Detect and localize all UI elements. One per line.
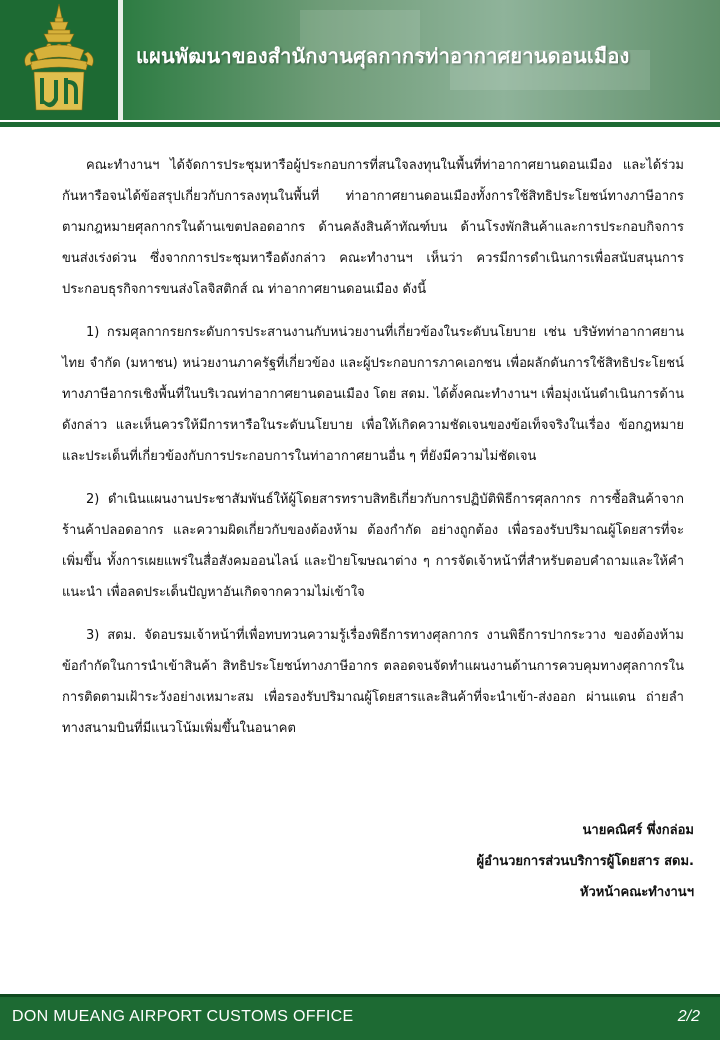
page-header (0, 0, 720, 120)
header-rule (0, 122, 720, 127)
paragraph-intro: คณะทำงานฯ ได้จัดการประชุมหารือผู้ประกอบการที่สนใจลงทุนในพื้นที่ท่าอากาศยานดอนเมือง และได้ร่วมกันหารือจนได้ข้อสรุปเกี่ยวกับการลงทุนในพื้นที่ ท่าอากาศยานดอนเมืองทั้งการใช้สิทธิประโยชน์ทางภาษีอากรตามกฎหมายศุลกากรในด้านเขตปลอดอากร ด้านคลังสินค้าทัณฑ์บน ด้านโรงพักสินค้าและการประกอบกิจการขนส่งเร่งด่วน ซึ่งจากการประชุมหารือดังกล่าว คณะทำงานฯ เห็นว่า ควรมีการดำเนินการเพื่อสนับสนุนการประกอบธุรกิจการขนส่งโลจิสติกส์ ณ ท่าอากาศยานดอนเมือง ดังนี้ (62, 158, 684, 297)
page-footer (0, 994, 720, 1040)
signer-role: หัวหน้าคณะทำงานฯ (579, 885, 694, 900)
page-title: แผนพัฒนาของสำนักงานศุลกากรท่าอากาศยานดอนเมือง (136, 44, 630, 68)
footer-office-name: DON MUEANG AIRPORT CUSTOMS OFFICE (12, 1008, 354, 1025)
signer-name: นายคณิศร์ พึ่งกล่อม (582, 823, 694, 838)
page-number: 2/2 (677, 1008, 700, 1025)
customs-emblem-icon (0, 0, 118, 120)
document-body (62, 150, 684, 756)
paragraph-item-1: 1) กรมศุลกากรยกระดับการประสานงานกับหน่วยงานที่เกี่ยวข้องในระดับนโยบาย เช่น บริษัทท่าอากาศยานไทย จำกัด (มหาชน) หน่วยงานภาครัฐที่เกี่ยวข้อง และผู้ประกอบการภาคเอกชน เพื่อผลักดันการใช้สิทธิประโยชน์ทางภาษีอากรเชิงพื้นที่ในบริเวณท่าอากาศยานดอนเมือง โดย สดม. ได้ตั้งคณะทำงานฯ เพื่อมุ่งเน้นดำเนินการด้านดังกล่าว และเห็นควรให้มีการหารือในระดับนโยบาย เพื่อให้เกิดความชัดเจนของข้อเท็จจริงในเรื่อง ข้อกฎหมายและประเด็นที่เกี่ยวข้องกับการประกอบการในท่าอากาศยานอื่น ๆ ที่ยังมีความไม่ชัดเจน (62, 325, 684, 464)
signer-position: ผู้อำนวยการส่วนบริการผู้โดยสาร สดม. (476, 854, 694, 869)
customs-logo (0, 0, 118, 120)
signature-block (477, 815, 694, 908)
header-divider (118, 0, 123, 120)
paragraph-item-2: 2) ดำเนินแผนงานประชาสัมพันธ์ให้ผู้โดยสารทราบสิทธิเกี่ยวกับการปฏิบัติพิธีการศุลกากร การซื้อสินค้าจากร้านค้าปลอดอากร และความผิดเกี่ยวกับของต้องห้าม ต้องกำกัด อย่างถูกต้อง เพื่อรองรับปริมาณผู้โดยสารที่จะเพิ่มขึ้น ทั้งการเผยแพร่ในสื่อสังคมออนไลน์ และป้ายโฆษณาต่าง ๆ การจัดเจ้าหน้าที่สำหรับตอบคำถามและให้คำแนะนำ เพื่อลดประเด็นปัญหาอันเกิดจากความไม่เข้าใจ (62, 492, 684, 600)
paragraph-item-3: 3) สดม. จัดอบรมเจ้าหน้าที่เพื่อทบทวนความรู้เรื่องพิธีการทางศุลกากร งานพิธีการปากระวาง ของต้องห้าม ข้อกำกัดในการนำเข้าสินค้า สิทธิประโยชน์ทางภาษีอากร ตลอดจนจัดทำแผนงานด้านการควบคุมทางศุลกากรในการติดตามเฝ้าระวังอย่างเหมาะสม เพื่อรองรับปริมาณผู้โดยสารและสินค้าที่จะนำเข้า-ส่งออก ผ่านแดน ถ่ายลำทางสนามบินที่มีแนวโน้มเพิ่มขึ้นในอนาคต (62, 628, 684, 736)
